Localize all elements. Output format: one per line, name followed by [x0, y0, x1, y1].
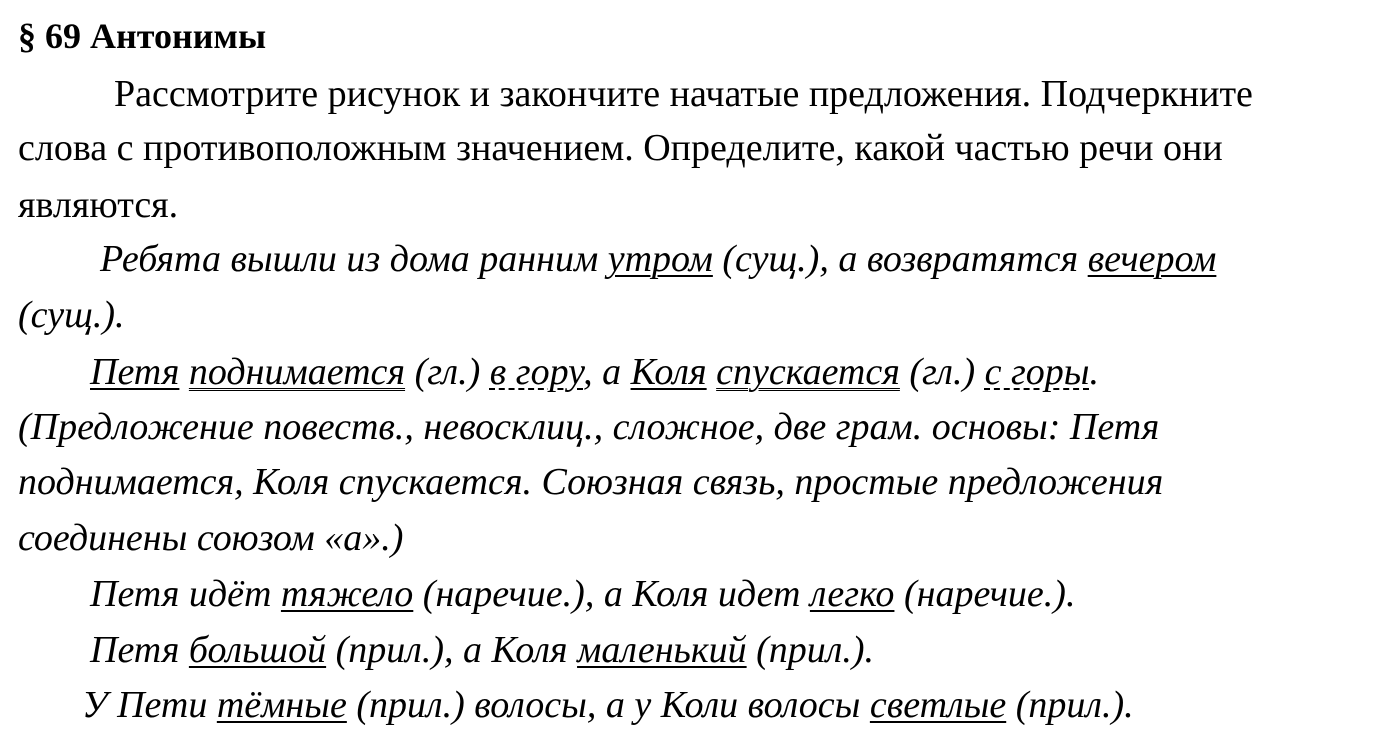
antonym-bolshoy: большой [188, 629, 327, 671]
sentence-3-text-a: Петя идёт [90, 573, 281, 615]
predicate-spuskaetsya: спускается [716, 351, 900, 393]
antonym-v-goru: в гору [489, 351, 584, 393]
sentence-4-text-c: (прил.). [746, 629, 875, 671]
section-heading: § 69 Антонимы [18, 16, 267, 56]
sentence-3-text-b: (наречие.), а Коля идет [413, 573, 810, 615]
task-line-2: слова с противоположным значением. Определите, какой частью речи они [18, 127, 1223, 169]
sentence-3 [90, 575, 1075, 613]
sentence-2-text-c: (гл.) [899, 351, 985, 393]
sentence-5-text-c: (прил.). [1006, 684, 1134, 726]
antonym-utrom: утром [607, 238, 713, 280]
antonym-tyazhelo: тяжело [280, 573, 414, 615]
sentence-2-text-d: . [1089, 351, 1100, 393]
sentence-5-text-a: У Пети [82, 684, 217, 726]
sentence-1-text-a: Ребята вышли из дома ранним [100, 238, 608, 280]
sentence-4-text-b: (прил.), а Коля [326, 629, 578, 671]
sentence-5 [82, 686, 1134, 724]
antonym-vecherom: вечером [1087, 238, 1217, 280]
sentence-1 [100, 240, 1216, 278]
subject-kolya: Коля [630, 351, 707, 393]
sentence-1-text-b: (сущ.), а возвратятся [712, 238, 1088, 280]
antonym-legko: легко [809, 573, 895, 615]
task-line-1: Рассмотрите рисунок и закончите начатые предложения. Подчеркните [114, 73, 1253, 115]
sentence-2-text-a: (гл.) [405, 351, 490, 393]
predicate-podnimaetsya: поднимается [188, 351, 406, 393]
sentence-2-text-b: , а [583, 351, 631, 393]
sentence-4 [90, 631, 874, 669]
sentence-2 [90, 353, 1099, 391]
analysis-line-3: соединены союзом «а».) [18, 517, 404, 559]
antonym-temnye: тёмные [216, 684, 347, 726]
sentence-3-text-c: (наречие.). [894, 573, 1076, 615]
antonym-s-gory: с горы [984, 351, 1090, 393]
antonym-svetlye: светлые [869, 684, 1007, 726]
subject-petya: Петя [90, 351, 180, 393]
sentence-5-text-b: (прил.) волосы, а у Коли волосы [346, 684, 870, 726]
analysis-line-2: поднимается, Коля спускается. Союзная связь, простые предложения [18, 461, 1164, 503]
task-line-3: являются. [18, 184, 179, 226]
analysis-line-1: (Предложение повеств., невосклиц., сложное, две грам. основы: Петя [18, 406, 1160, 448]
sentence-1-cont: (сущ.). [18, 294, 125, 336]
antonym-malenkiy: маленький [577, 629, 747, 671]
sentence-4-text-a: Петя [90, 629, 189, 671]
